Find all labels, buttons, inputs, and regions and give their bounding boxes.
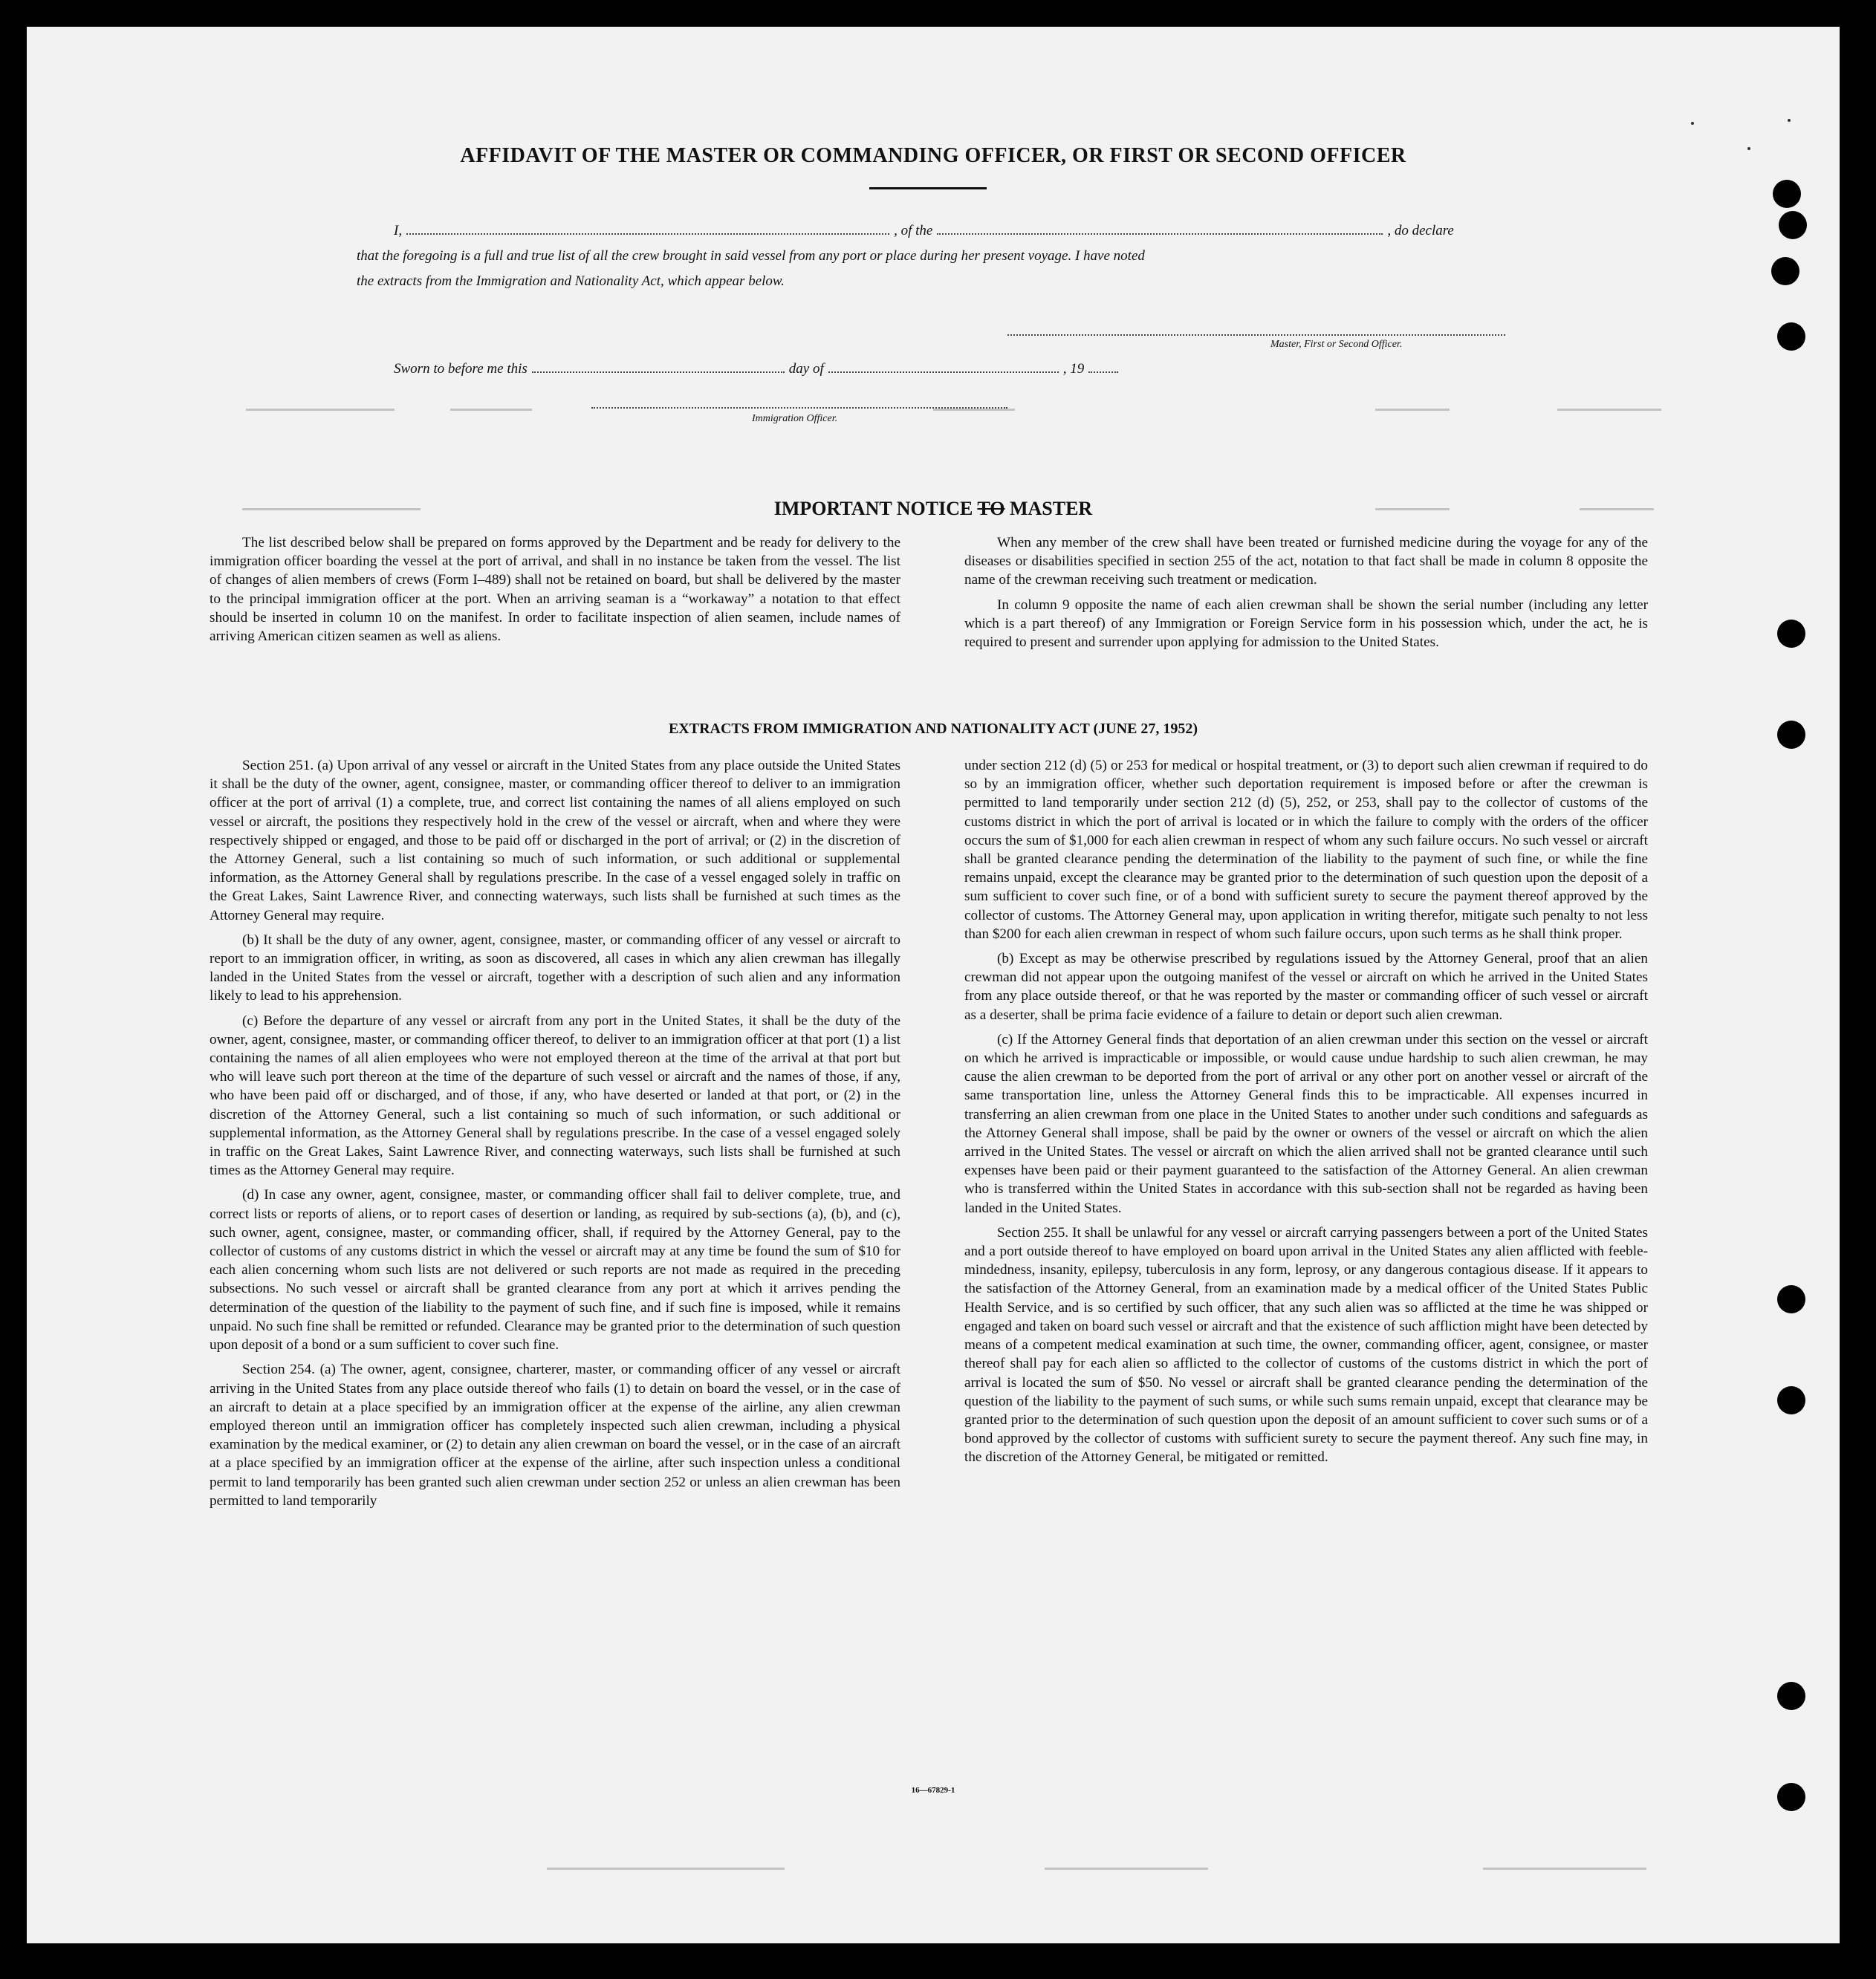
section-paragraph: (b) It shall be the duty of any owner, agent, consignee, master, or commanding officer of any vessel or aircraft to report to an immigration officer, in writing, as soon as discovered, all cases in which any alien crewman has illegally landed in the United States from the vessel or aircraft, together with a description of such alien and any information likely to lead to his apprehension. [210,932,900,1004]
officer-signature-caption: Immigration Officer. [752,413,838,424]
vessel-blank[interactable] [937,233,1383,235]
name-blank[interactable] [406,233,889,235]
notice-left-column [210,533,900,651]
notice-heading-part: IMPORTANT N [773,498,911,519]
punch-hole [1771,257,1799,285]
year-label: , 19 [1062,361,1085,377]
bleed-mark [246,409,395,411]
section-paragraph: Section 251. (a) Upon arrival of any vessel or aircraft in the United States from any place outside the United States it shall be the duty of the owner, agent, consignee, master, or commanding officer thereof to deliver to an immigration officer at the port of arrival (1) a complete, true, and correct list containing the names of all aliens employed on such vessel or aircraft, the positions they respectively hold in the crew of the vessel or aircraft, when and where they were respectively shipped or engaged, and those to be paid off or discharged in the port of arrival; or (2) in the discretion of the Attorney General, such a list containing so much of such information, or such additional or supplemental information, as the Attorney General shall by regulations prescribe. In the case of a vessel engaged solely in traffic on the Great Lakes, Saint Lawrence River, and connecting waterways, such lists shall be furnished at such times as the Attorney General may require. [210,758,900,923]
of-the-label: , of the [894,223,933,238]
bleed-mark [547,1868,785,1870]
notice-heading [27,498,1840,520]
bleed-mark [933,409,1015,411]
extracts-right-column [964,756,1648,1473]
section-paragraph: (c) Before the departure of any vessel or aircraft from any port in the United States, it shall be the duty of the owner, agent, consignee, master, or commanding officer thereof, to deliver to an immigration officer at that port (1) a list containing the names of all alien employees who were not employed thereon at the time of the arrival at that port but who will leave such port thereon at the time of the departure of such vessel or aircraft and the names of those, if any, who have been paid off or discharged, and of those, if any, who have deserted or landed at that port, or (2) in the discretion of the Attorney General, such a list containing so much of such information, or such additional or supplemental information, as the Attorney General shall by regulations prescribe. In the case of a vessel engaged solely in traffic on the Great Lakes, Saint Lawrence River, and connecting waterways, such lists shall be furnished at such times as the Attorney General may require. [210,1013,900,1179]
sworn-label: Sworn to before me this [394,361,528,377]
section-paragraph: (c) If the Attorney General finds that deportation of an alien crewman under this section on the vessel or aircraft on which he arrived is impracticable or impossible, or would cause undue hardship to such alien crewman, he may cause the alien crewman to be deported from the port of arrival or any other port on another vessel or aircraft of the same transportation line, unless the Attorney General finds this to be impracticable. All expenses incurred in transferring an alien crewman from one place in the United States to another under such conditions and safeguards as the Attorney General shall impose, shall be paid by the owner or owners of the vessel or aircraft on which the alien arrived in the United States. The vessel or aircraft on which the alien arrived shall not be granted clearance until such expenses have been paid or their payment guaranteed to the satisfaction of the Attorney General. An alien crewman who is transferred within the United States in accordance with this sub-section shall not be regarded as having been landed in the United States. [964,1031,1648,1216]
affidavit-line-2: that the foregoing is a full and true list of all the crew brought in said vessel from any port or place during her present voyage. I have noted [357,248,1145,264]
punch-hole [1779,211,1807,239]
bleed-mark [1045,1868,1208,1870]
notice-right-column [964,533,1648,657]
day-of-label: day of [788,361,824,377]
do-declare-label: , do declare [1387,223,1454,238]
punch-hole [1777,1285,1805,1313]
form-code: 16—67829-1 [911,1786,955,1795]
speck [1691,122,1694,125]
sworn-month-blank[interactable] [828,371,1059,373]
punch-hole [1777,620,1805,648]
affidavit-title: AFFIDAVIT OF THE MASTER OR COMMANDING OFFICER, OR FIRST OR SECOND OFFICER [460,144,1406,167]
notice-heading-part: OTICE [910,498,973,519]
punch-hole [1777,1682,1805,1710]
notice-heading-struck: TO [977,498,1005,519]
notice-heading-part: MASTER [1009,498,1093,519]
document-page [27,27,1840,1943]
affidavit-line-1 [394,223,1454,239]
punch-hole [1777,1386,1805,1414]
notice-paragraph: The list described below shall be prepared on forms approved by the Department and be ready for delivery to the immigration officer boarding the vessel at the port of arrival, and shall in no instance be taken from the vessel. The list of changes of alien members of crews (Form I–489) shall not be retained on board, but shall be delivered by the master to the principal immigration officer at the port. When an arriving seaman is a “workaway” a notation to that effect should be inserted in column 10 on the manifest. In order to facilitate inspection of alien seamen, include names of arriving American citizen seamen as well as aliens. [210,535,900,645]
punch-hole [1773,180,1801,208]
section-paragraph: Section 255. It shall be unlawful for any vessel or aircraft carrying passengers between a port of the United States and a port outside thereof to have employed on board upon arrival in the United States any alien afflicted with feeble-mindedness, insanity, epilepsy, tuberculosis in any form, leprosy, or any dangerous contagious disease. If it appears to the satisfaction of the Attorney General, from an examination made by a medical officer of the United States Public Health Service, and is so certified by such officer, that any such alien was so afflicted at the time he was shipped or engaged and taken on board such vessel or aircraft and that the existence of such affliction might have been detected by means of a competent medical examination at such time, the owner, commanding officer, agent, consignee, or master thereof shall pay for each alien so afflicted to the collector of customs of the customs district in which the port of arrival is located the sum of $50. No vessel or aircraft shall be granted clearance pending the determination of the question of the liability to the payment of such sums, or while such sums remain unpaid, except that clearance may be granted prior to the determination of such question upon the deposit of an amount sufficient to cover such sums or of a bond approved by the collector of customs with sufficient surety to secure the payment thereof. Any such fine may, in the discretion of the Attorney General, be mitigated or remitted. [964,1224,1648,1466]
speck [1788,119,1791,122]
sworn-line [394,361,1123,377]
punch-hole [1777,322,1805,351]
bleed-mark [1483,1868,1646,1870]
extracts-heading: EXTRACTS FROM IMMIGRATION AND NATIONALITY ACT (JUNE 27, 1952) [668,721,1198,737]
sworn-day-blank[interactable] [532,371,785,373]
section-paragraph: (b) Except as may be otherwise prescribed by regulations issued by the Attorney General, proof that an alien crewman did not appear upon the outgoing manifest of the vessel or aircraft on which he arrived in the United States from any place outside thereof, or that he was reported by the master or commanding officer of such vessel or aircraft as a deserter, shall be prima facie evidence of a failure to detain or deport such alien crewman. [964,951,1648,1023]
master-signature-line[interactable] [1007,334,1505,336]
notice-paragraph: When any member of the crew shall have been treated or furnished medicine during the voyage for any of the diseases or disabilities specified in section 255 of the act, notation to that fact shall be made in column 8 opposite the name of the crewman receiving such treatment or medication. [964,535,1648,588]
section-paragraph: (d) In case any owner, agent, consignee, master, or commanding officer shall fail to deliver complete, true, and correct lists or reports of aliens, or to report cases of desertion or landing, as required by sub-sections (a), (b), and (c), such owner, agent, consignee, master, or commanding officer, shall, if required by the Attorney General, pay to the collector of customs of any customs district in which the vessel or aircraft may at any time be found the sum of $10 for each alien concerning whom such lists are not delivered or such reports are not made as required in the preceding subsections. No such vessel or aircraft shall be granted clearance from any port at which it arrives pending the determination of the question of the liability to the payment of such fine, and if such fine is imposed, while it remains unpaid. No such fine shall be remitted or refunded. Clearance may be granted prior to the determination of such question upon deposit of a bond or a sum sufficient to cover such fine. [210,1187,900,1354]
title-rule [869,187,987,189]
affidavit-line-3: the extracts from the Immigration and Nationality Act, which appear below. [357,273,785,289]
notice-paragraph: In column 9 opposite the name of each alien crewman shall be shown the serial number (including any letter which is a part thereof) of any Immigration or Foreign Service form in his possession which, under the act, he is required to present and surrender upon applying for admission to the United States. [964,597,1648,651]
punch-hole [1777,721,1805,749]
punch-hole [1777,1783,1805,1811]
section-paragraph: under section 212 (d) (5) or 253 for medical or hospital treatment, or (3) to deport such alien crewman if required to do so by an immigration officer, whether such deportation requirement is imposed before or after the crewman is permitted to land temporarily under section 212 (d) (5), 252, or 253, shall pay to the collector of customs of the customs district in which the port of arrival is located or in which the failure to comply with the orders of the officer occurs the sum of $1,000 for each alien crewman in respect of whom any such failure occurs. No such vessel or aircraft shall be granted clearance pending the determination of the liability to the payment of such fine, or while the fine remains unpaid, except the clearance may be granted prior to the determination of such question upon the deposit of a sum sufficient to cover such fine, or of a bond with sufficient surety to secure the payment thereof approved by the collector of customs. The Attorney General may, upon application in writing therefor, mitigate such penalty to not less than $200 for each alien crewman in respect of whom such failure occurs, upon such terms as he shall think proper. [964,758,1648,942]
bleed-mark [1557,409,1661,411]
extracts-left-column [210,756,900,1516]
master-signature-caption: Master, First or Second Officer. [1270,339,1403,350]
section-paragraph: Section 254. (a) The owner, agent, consignee, charterer, master, or commanding officer of any vessel or aircraft arriving in the United States from any place outside thereof who fails (1) to detain on board the vessel, or in the case of an aircraft to detain at a place specified by an immigration officer at the expense of the airline, any alien crewman employed thereon until an immigration officer has completely inspected such alien crewman, including a physical examination by the medical examiner, or (2) to detain any alien crewman on board the vessel, or in the case of an aircraft at a place specified by an immigration officer at the expense of the airline, after such inspection unless a conditional permit to land temporarily has been granted such alien crewman under section 252 or unless an alien crewman has been permitted to land temporarily [210,1362,900,1509]
bleed-mark [1375,409,1450,411]
bleed-mark [450,409,532,411]
i-label: I, [394,223,403,238]
sworn-year-blank[interactable] [1088,371,1118,373]
speck [1747,147,1750,150]
